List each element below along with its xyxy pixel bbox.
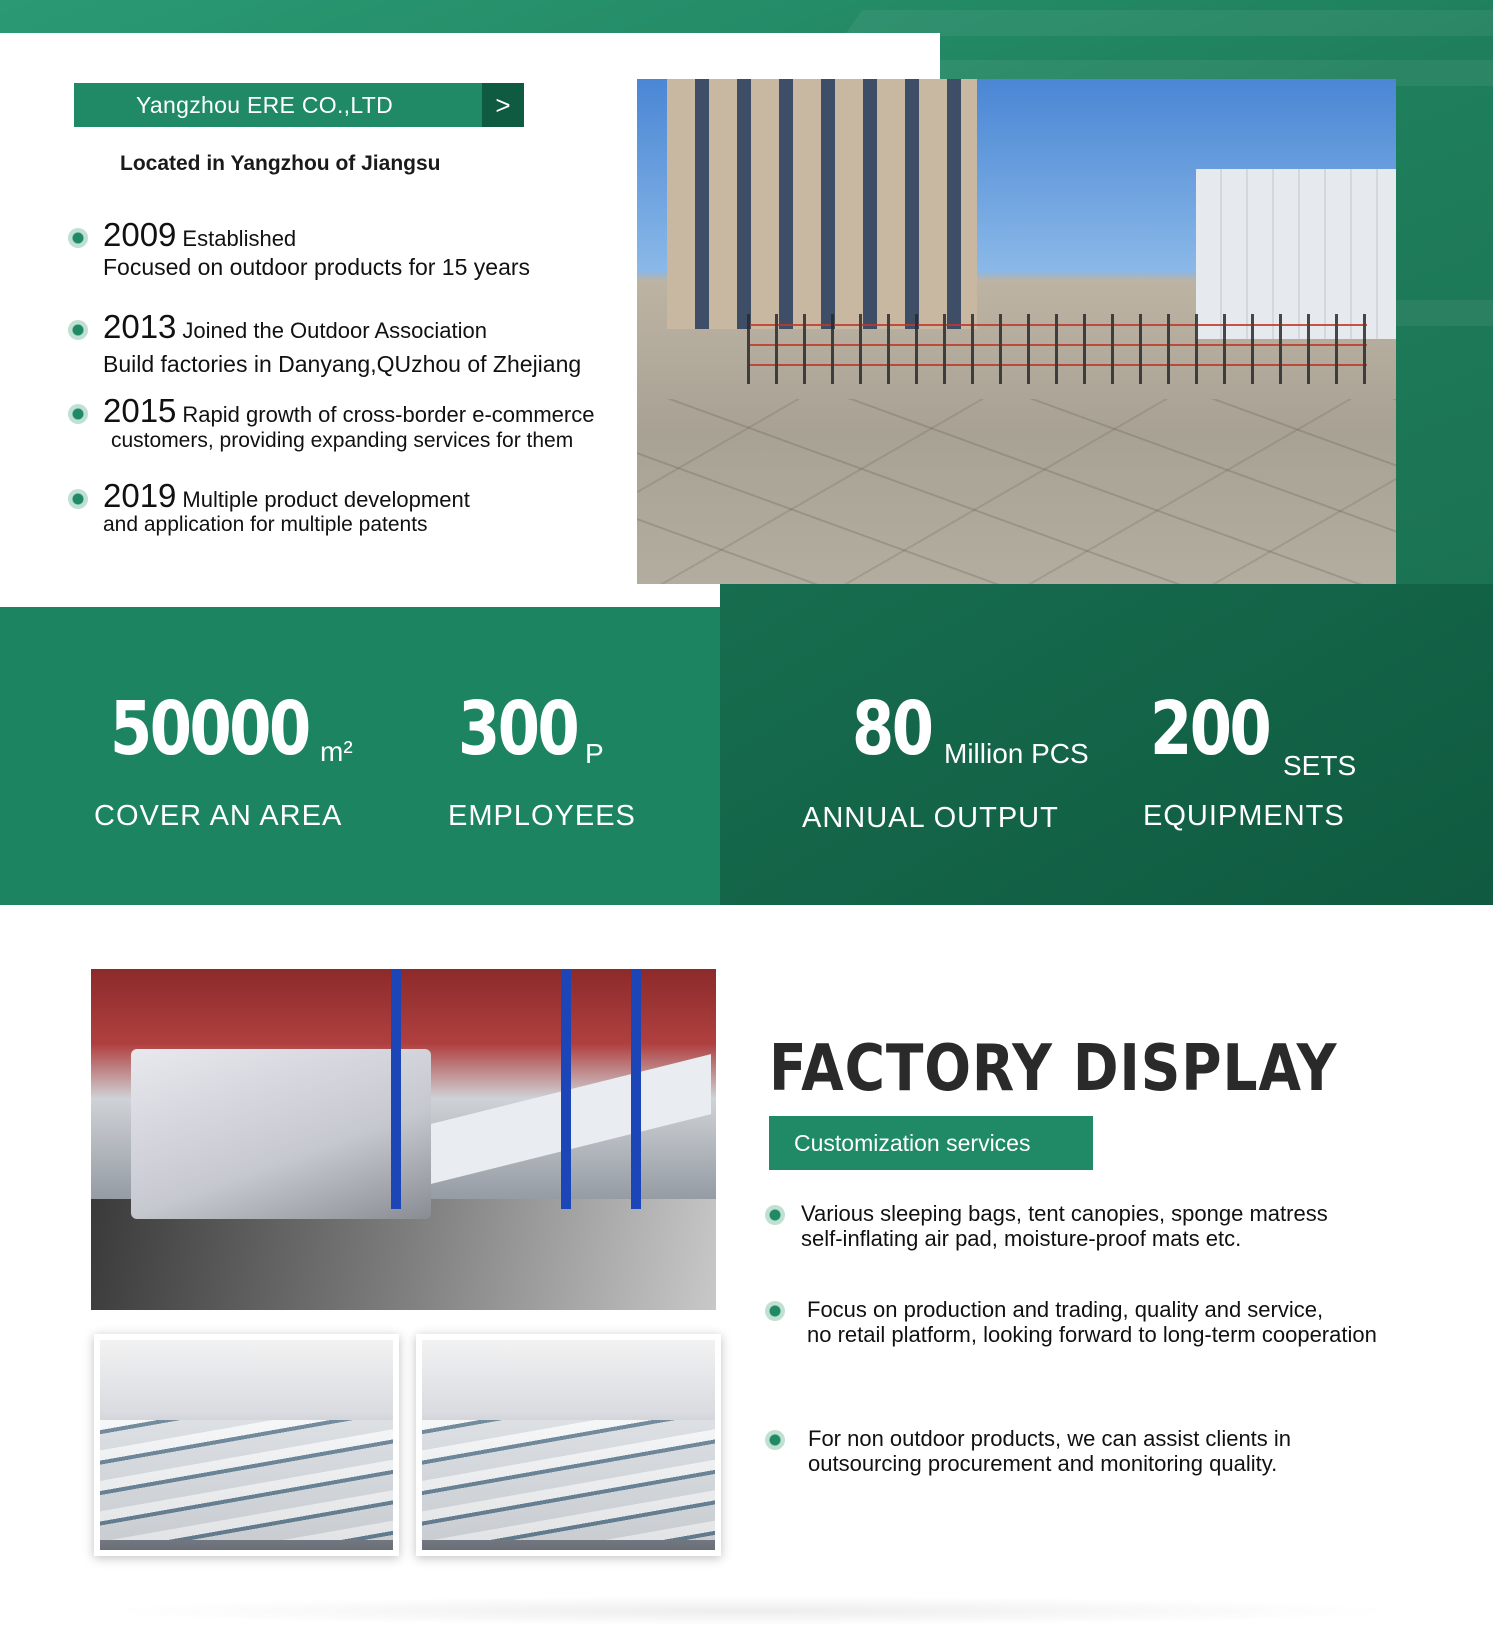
stats-right-background <box>720 584 1493 905</box>
timeline-year: 2015 <box>103 392 177 429</box>
timeline-detail: customers, providing expanding services for them <box>111 429 574 452</box>
factory-display-title: FACTORY DISPLAY <box>769 1032 1338 1106</box>
stat-label: ANNUAL OUTPUT <box>802 802 1059 834</box>
courtyard-ground-image <box>637 399 1396 584</box>
stat-value: 300 <box>458 686 578 772</box>
timeline-detail: Build factories in Danyang,QUzhou of Zhejiang <box>103 351 582 377</box>
decorative-stripe <box>844 10 1493 36</box>
service-line: self-inflating air pad, moisture-proof mats etc. <box>801 1226 1242 1251</box>
production-line-photo <box>416 1334 721 1556</box>
timeline-detail: Focused on outdoor products for 15 years <box>103 254 531 280</box>
stat-unit: m² <box>320 736 353 767</box>
service-line: outsourcing procurement and monitoring quality. <box>808 1451 1278 1476</box>
stat-value: 50000 <box>110 686 309 772</box>
stat-output <box>802 686 1089 834</box>
sewing-workshop-photo <box>94 1334 399 1556</box>
bottom-divider-shadow <box>90 1596 1410 1626</box>
stat-label: EQUIPMENTS <box>1143 800 1345 832</box>
customization-services-tag: Customization services <box>769 1116 1093 1170</box>
timeline-year: 2009 <box>103 216 177 253</box>
entrance-gate-image <box>747 314 1367 384</box>
timeline-year: 2013 <box>103 308 177 345</box>
service-line: Various sleeping bags, tent canopies, sponge matress <box>801 1201 1328 1226</box>
green-dot-bullet-icon <box>68 228 88 248</box>
green-dot-bullet-icon <box>765 1430 785 1450</box>
service-line: For non outdoor products, we can assist clients in <box>808 1426 1292 1451</box>
timeline-title: Established <box>182 226 297 251</box>
stats-left-background <box>0 607 720 905</box>
company-location: Located in Yangzhou of Jiangsu <box>120 152 441 175</box>
cutting-machine-photo <box>91 969 716 1310</box>
timeline-title: Joined the Outdoor Association <box>182 318 487 343</box>
factory-building-photo <box>637 79 1396 584</box>
company-name: Yangzhou ERE CO.,LTD <box>136 91 393 118</box>
stat-area <box>94 686 353 832</box>
stat-unit: P <box>585 738 604 769</box>
stat-unit: SETS <box>1283 750 1357 781</box>
stat-label: COVER AN AREA <box>94 800 343 832</box>
steel-column-image <box>391 969 401 1209</box>
cutting-machine-image <box>131 1049 431 1219</box>
stat-unit: Million PCS <box>944 738 1089 769</box>
timeline-year: 2019 <box>103 477 177 514</box>
service-line: Focus on production and trading, quality and service, <box>807 1297 1324 1322</box>
company-header-tab[interactable] <box>74 83 524 127</box>
timeline-title: Multiple product development <box>182 487 470 512</box>
stat-value: 80 <box>852 686 932 772</box>
green-dot-bullet-icon <box>68 489 88 509</box>
green-dot-bullet-icon <box>68 320 88 340</box>
timeline-title: Rapid growth of cross-border e-commerce <box>182 402 595 427</box>
timeline-detail: and application for multiple patents <box>103 513 428 536</box>
chevron-right-icon[interactable]: > <box>482 83 524 127</box>
steel-column-image <box>631 969 641 1209</box>
stat-label: EMPLOYEES <box>448 800 636 832</box>
service-line: no retail platform, looking forward to long-term cooperation <box>807 1322 1377 1347</box>
stat-equipments <box>1143 686 1357 832</box>
green-dot-bullet-icon <box>68 404 88 424</box>
office-building-image <box>667 79 977 329</box>
green-dot-bullet-icon <box>765 1205 785 1225</box>
steel-column-image <box>561 969 571 1209</box>
stat-value: 200 <box>1150 686 1270 772</box>
stat-employees <box>448 686 636 832</box>
green-dot-bullet-icon <box>765 1301 785 1321</box>
